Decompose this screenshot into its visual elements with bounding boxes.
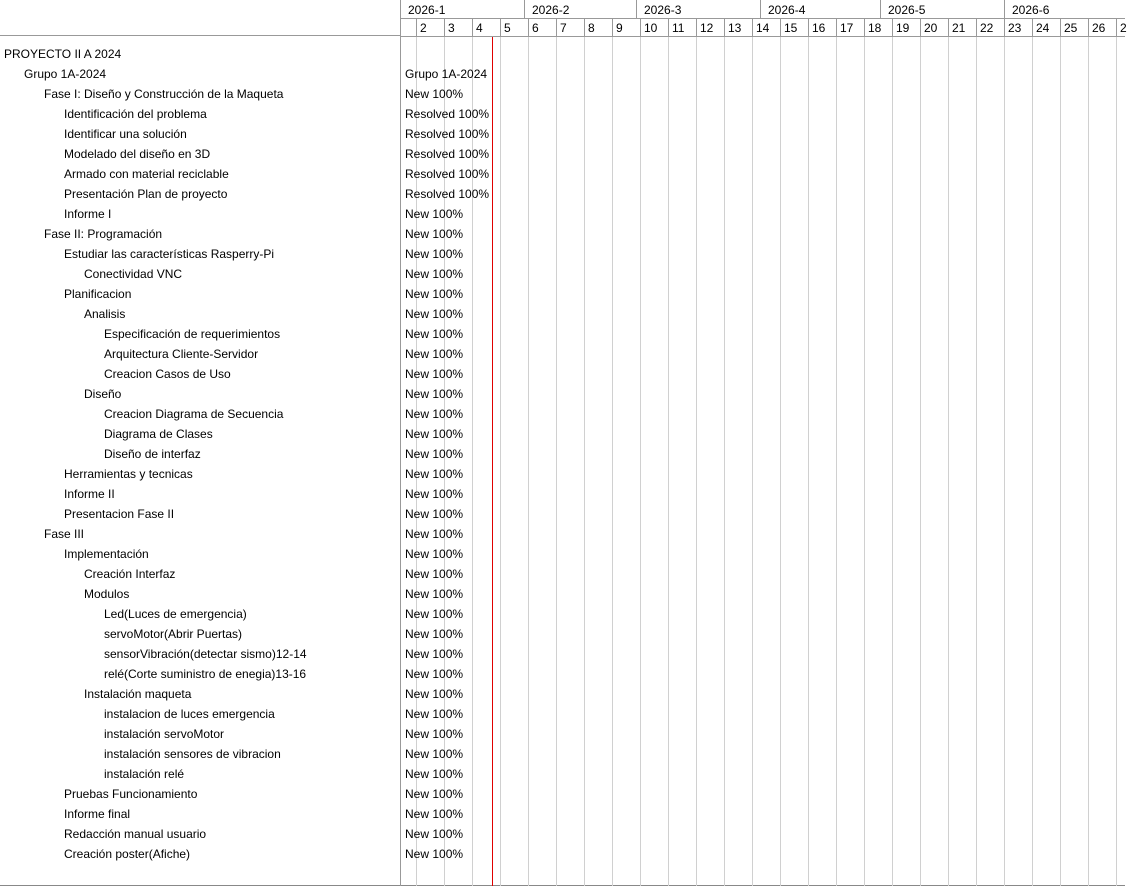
task-status: New 100%	[405, 847, 464, 861]
task-status: New 100%	[405, 227, 464, 241]
task-label[interactable]: Especificación de requerimientos	[104, 327, 281, 341]
task-label[interactable]: Herramientas y tecnicas	[64, 467, 193, 481]
task-status: New 100%	[405, 767, 464, 781]
day-gridline	[752, 37, 753, 886]
task-label[interactable]: instalación relé	[104, 767, 185, 781]
day-gridline	[528, 37, 529, 886]
task-status: New 100%	[405, 507, 464, 521]
header-divider	[400, 18, 1125, 19]
task-label[interactable]: Grupo 1A-2024	[24, 67, 107, 81]
task-status: New 100%	[405, 387, 464, 401]
task-label[interactable]: Instalación maqueta	[84, 687, 192, 701]
task-status: New 100%	[405, 627, 464, 641]
day-gridline	[500, 37, 501, 886]
day-header: 13	[724, 19, 752, 36]
task-status: Grupo 1A-2024	[405, 67, 488, 81]
task-label[interactable]: Modulos	[84, 587, 130, 601]
day-header: 18	[864, 19, 892, 36]
task-label[interactable]: Armado con material reciclable	[64, 167, 229, 181]
day-header: 23	[1004, 19, 1032, 36]
month-header: 2026-5	[880, 0, 1004, 18]
day-gridline	[1088, 37, 1089, 886]
task-label[interactable]: Led(Luces de emergencia)	[104, 607, 247, 621]
day-header: 16	[808, 19, 836, 36]
day-header: 19	[892, 19, 920, 36]
day-header: 20	[920, 19, 948, 36]
task-label[interactable]: Diseño	[84, 387, 122, 401]
day-gridline	[724, 37, 725, 886]
day-header: 8	[584, 19, 612, 36]
day-gridline	[864, 37, 865, 886]
task-status: New 100%	[405, 547, 464, 561]
task-status: Resolved 100%	[405, 127, 490, 141]
task-label[interactable]: instalación sensores de vibracion	[104, 747, 281, 761]
task-status: New 100%	[405, 707, 464, 721]
day-gridline	[780, 37, 781, 886]
day-header: 7	[556, 19, 584, 36]
task-label[interactable]: Presentacion Fase II	[64, 507, 175, 521]
today-marker-line	[492, 37, 493, 886]
task-status: New 100%	[405, 667, 464, 681]
task-status: New 100%	[405, 487, 464, 501]
task-status: New 100%	[405, 247, 464, 261]
task-status: New 100%	[405, 747, 464, 761]
task-status: New 100%	[405, 427, 464, 441]
task-label[interactable]: Planificacion	[64, 287, 132, 301]
task-status: New 100%	[405, 567, 464, 581]
day-gridline	[556, 37, 557, 886]
day-gridline	[892, 37, 893, 886]
day-gridline	[836, 37, 837, 886]
task-label[interactable]: Informe final	[64, 807, 131, 821]
header-bottom-divider	[400, 36, 1125, 37]
day-gridline	[1060, 37, 1061, 886]
day-header: 17	[836, 19, 864, 36]
day-header: 14	[752, 19, 780, 36]
day-gridline	[808, 37, 809, 886]
day-gridline	[584, 37, 585, 886]
task-status: New 100%	[405, 607, 464, 621]
task-status: New 100%	[405, 467, 464, 481]
task-list-header	[0, 0, 400, 36]
month-header: 2026-6	[1004, 0, 1125, 18]
task-status: Resolved 100%	[405, 187, 490, 201]
task-status: New 100%	[405, 327, 464, 341]
day-header: 5	[500, 19, 528, 36]
task-label[interactable]: Creación poster(Afiche)	[64, 847, 191, 861]
task-label[interactable]: Fase I: Diseño y Construcción de la Maqueta	[44, 87, 284, 101]
day-gridline	[948, 37, 949, 886]
day-header: 26	[1088, 19, 1116, 36]
day-gridline	[1032, 37, 1033, 886]
task-label[interactable]: Identificación del problema	[64, 107, 207, 121]
task-label[interactable]: instalación servoMotor	[104, 727, 225, 741]
task-status: New 100%	[405, 287, 464, 301]
task-label[interactable]: PROYECTO II A 2024	[4, 47, 122, 61]
pane-splitter[interactable]	[400, 0, 401, 886]
task-label[interactable]: Diseño de interfaz	[104, 447, 201, 461]
task-status: New 100%	[405, 647, 464, 661]
task-label[interactable]: Pruebas Funcionamiento	[64, 787, 198, 801]
task-status: Resolved 100%	[405, 107, 490, 121]
day-header: 25	[1060, 19, 1088, 36]
task-status: Resolved 100%	[405, 147, 490, 161]
task-label[interactable]: Analisis	[84, 307, 126, 321]
month-header: 2026-3	[636, 0, 760, 18]
day-header: 10	[640, 19, 668, 36]
task-label[interactable]: Creacion Casos de Uso	[104, 367, 231, 381]
task-status: New 100%	[405, 587, 464, 601]
task-status: New 100%	[405, 807, 464, 821]
day-header: 21	[948, 19, 976, 36]
day-header: 22	[976, 19, 1004, 36]
task-label[interactable]: Creacion Diagrama de Secuencia	[104, 407, 284, 421]
day-gridline	[920, 37, 921, 886]
task-label[interactable]: Fase II: Programación	[44, 227, 163, 241]
day-header: 2	[416, 19, 444, 36]
task-label[interactable]: Estudiar las características Rasperry-Pi	[64, 247, 275, 261]
day-gridline	[976, 37, 977, 886]
task-status: New 100%	[405, 787, 464, 801]
month-header: 2026-4	[760, 0, 880, 18]
task-label[interactable]: servoMotor(Abrir Puertas)	[104, 627, 243, 641]
task-status: New 100%	[405, 347, 464, 361]
day-header: 6	[528, 19, 556, 36]
task-label[interactable]: relé(Corte suministro de enegia)13-16	[104, 667, 307, 681]
task-status: New 100%	[405, 87, 464, 101]
task-status: Resolved 100%	[405, 167, 490, 181]
month-header: 2026-2	[524, 0, 636, 18]
day-header: 12	[696, 19, 724, 36]
task-label[interactable]: Identificar una solución	[64, 127, 187, 141]
task-status: New 100%	[405, 407, 464, 421]
task-label[interactable]: sensorVibración(detectar sismo)12-14	[104, 647, 307, 661]
task-label[interactable]: Informe II	[64, 487, 115, 501]
task-status: New 100%	[405, 207, 464, 221]
task-label[interactable]: Diagrama de Clases	[104, 427, 213, 441]
day-gridline	[696, 37, 697, 886]
day-header: 3	[444, 19, 472, 36]
task-status: New 100%	[405, 447, 464, 461]
task-label[interactable]: instalacion de luces emergencia	[104, 707, 275, 721]
task-status: New 100%	[405, 367, 464, 381]
task-status: New 100%	[405, 267, 464, 281]
day-gridline	[640, 37, 641, 886]
day-header: 4	[472, 19, 500, 36]
task-label[interactable]: Implementación	[64, 547, 149, 561]
task-status: New 100%	[405, 727, 464, 741]
task-status: New 100%	[405, 527, 464, 541]
task-label[interactable]: Informe I	[64, 207, 112, 221]
day-gridline	[1004, 37, 1005, 886]
task-label[interactable]: Modelado del diseño en 3D	[64, 147, 211, 161]
day-gridline	[1116, 37, 1117, 886]
task-status: New 100%	[405, 687, 464, 701]
task-label[interactable]: Redacción manual usuario	[64, 827, 207, 841]
task-label[interactable]: Fase III	[44, 527, 85, 541]
day-gridline	[668, 37, 669, 886]
day-gridline	[612, 37, 613, 886]
task-status: New 100%	[405, 827, 464, 841]
month-header: 2026-1	[400, 0, 524, 18]
task-status: New 100%	[405, 307, 464, 321]
day-header: 15	[780, 19, 808, 36]
task-label[interactable]: Conectividad VNC	[84, 267, 183, 281]
task-label[interactable]: Presentación Plan de proyecto	[64, 187, 228, 201]
day-header: 24	[1032, 19, 1060, 36]
day-header: 2	[1116, 19, 1144, 36]
day-header: 9	[612, 19, 640, 36]
task-label[interactable]: Arquitectura Cliente-Servidor	[104, 347, 259, 361]
day-header: 11	[668, 19, 696, 36]
task-label[interactable]: Creación Interfaz	[84, 567, 176, 581]
